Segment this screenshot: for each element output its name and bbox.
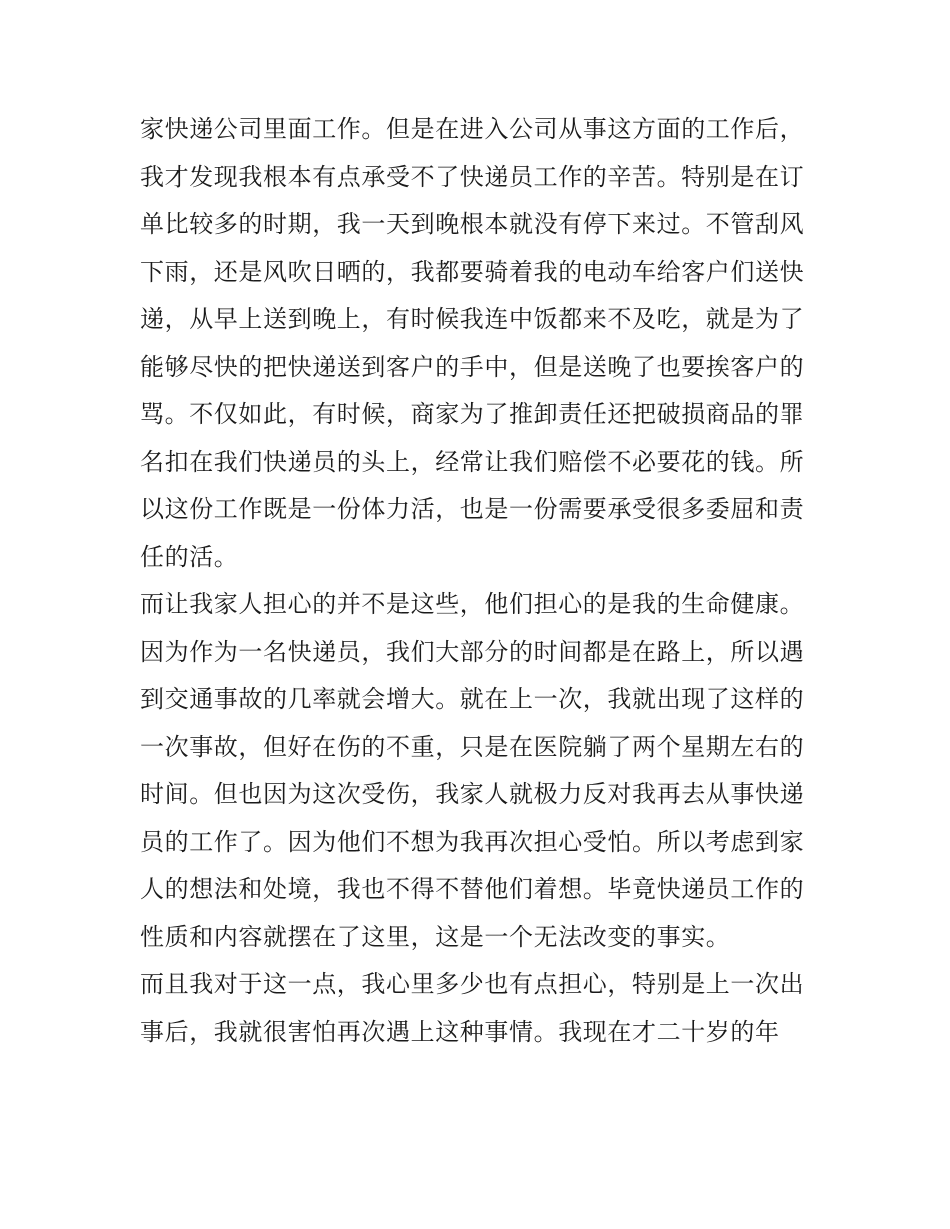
text-line: 骂。不仅如此，有时候，商家为了推卸责任还把破损商品的罪 [140, 400, 805, 428]
text-line: 而让我家人担心的并不是这些，他们担心的是我的生命健康。 [140, 590, 805, 618]
text-line: 以这份工作既是一份体力活，也是一份需要承受很多委屈和责 [140, 495, 805, 523]
text-line: 递，从早上送到晚上，有时候我连中饭都来不及吃，就是为了 [140, 305, 805, 333]
text-line: 单比较多的时期，我一天到晚根本就没有停下来过。不管刮风 [140, 210, 805, 238]
text-line: 能够尽快的把快递送到客户的手中，但是送晚了也要挨客户的 [140, 352, 805, 381]
text-line: 因为作为一名快递员，我们大部分的时间都是在路上，所以遇 [140, 637, 805, 666]
text-line: 一次事故，但好在伤的不重，只是在医院躺了两个星期左右的 [140, 732, 805, 761]
text-line: 人的想法和处境，我也不得不替他们着想。毕竟快递员工作的 [140, 875, 805, 903]
text-line: 家快递公司里面工作。但是在进入公司从事这方面的工作后， [140, 115, 805, 143]
text-line: 到交通事故的几率就会增大。就在上一次，我就出现了这样的 [140, 685, 805, 713]
body-text [140, 106, 820, 1056]
text-line: 下雨，还是风吹日晒的，我都要骑着我的电动车给客户们送快 [140, 257, 805, 286]
text-line: 性质和内容就摆在了这里，这是一个无法改变的事实。 [140, 922, 731, 951]
text-line: 而且我对于这一点，我心里多少也有点担心，特别是上一次出 [140, 970, 805, 998]
text-line: 任的活。 [140, 542, 239, 571]
text-line: 员的工作了。因为他们不想为我再次担心受怕。所以考虑到家 [140, 827, 805, 856]
text-line: 名扣在我们快递员的头上，经常让我们赔偿不必要花的钱。所 [140, 447, 805, 476]
text-line: 时间。但也因为这次受伤，我家人就极力反对我再去从事快递 [140, 780, 805, 808]
text-line: 事后，我就很害怕再次遇上这种事情。我现在才二十岁的年 [140, 1017, 780, 1046]
text-line: 我才发现我根本有点承受不了快递员工作的辛苦。特别是在订 [140, 162, 805, 191]
